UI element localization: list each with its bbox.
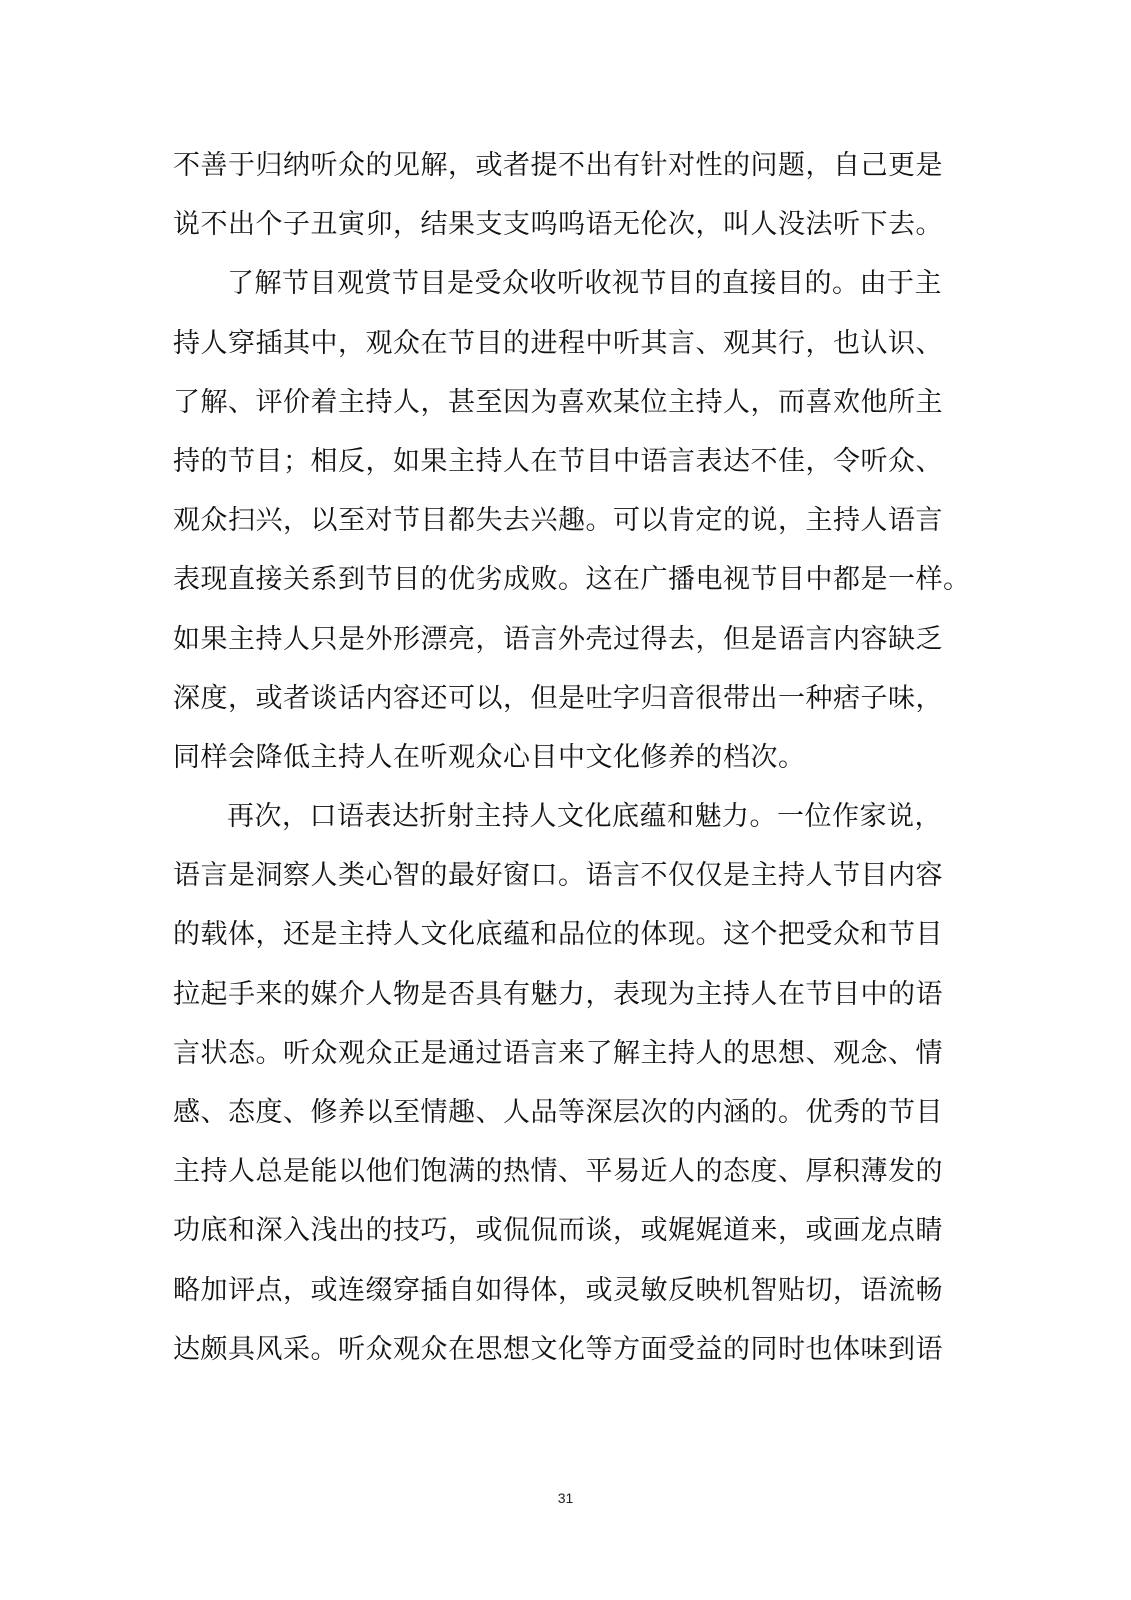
text-line: 言状态。听众观众正是通过语言来了解主持人的思想、观念、情 xyxy=(173,1037,943,1069)
text-line: 观众扫兴，以至对节目都失去兴趣。可以肯定的说，主持人语言 xyxy=(173,505,943,537)
body-text xyxy=(173,136,973,1379)
text-line: 的载体，还是主持人文化底蕴和品位的体现。这个把受众和节目 xyxy=(173,919,943,951)
paragraph-start-line: 再次，口语表达折射主持人文化底蕴和魅力。一位作家说， xyxy=(227,801,942,833)
text-line: 持人穿插其中，观众在节目的进程中听其言、观其行，也认识、 xyxy=(173,327,943,359)
text-line: 了解、评价着主持人，甚至因为喜欢某位主持人，而喜欢他所主 xyxy=(173,386,943,418)
text-line: 不善于归纳听众的见解，或者提不出有针对性的问题，自己更是 xyxy=(173,150,943,181)
text-line: 达颇具风采。听众观众在思想文化等方面受益的同时也体味到语 xyxy=(173,1333,943,1365)
text-line: 同样会降低主持人在听观众心目中文化修养的档次。 xyxy=(173,741,806,773)
paragraph-start-line: 了解节目观赏节目是受众收听收视节目的直接目的。由于主 xyxy=(227,268,942,300)
text-line: 拉起手来的媒介人物是否具有魅力，表现为主持人在节目中的语 xyxy=(173,978,943,1010)
text-line: 表现直接关系到节目的优劣成败。这在广播电视节目中都是一样。 xyxy=(173,564,971,596)
text-line: 功底和深入浅出的技巧，或侃侃而谈，或娓娓道来，或画龙点睛 xyxy=(173,1215,943,1247)
text-line: 如果主持人只是外形漂亮，语言外壳过得去，但是语言内容缺乏 xyxy=(173,623,943,655)
text-line: 说不出个子丑寅卯，结果支支呜呜语无伦次，叫人没法听下去。 xyxy=(173,209,943,241)
text-line: 主持人总是能以他们饱满的热情、平易近人的态度、厚积薄发的 xyxy=(173,1156,943,1188)
text-line: 深度，或者谈话内容还可以，但是吐字归音很带出一种痞子味， xyxy=(173,682,943,714)
text-line: 略加评点，或连缀穿插自如得体，或灵敏反映机智贴切，语流畅 xyxy=(173,1274,943,1306)
text-line: 语言是洞察人类心智的最好窗口。语言不仅仅是主持人节目内容 xyxy=(173,860,943,892)
text-line: 持的节目；相反，如果主持人在节目中语言表达不佳，令听众、 xyxy=(173,445,943,477)
text-line: 感、态度、修养以至情趣、人品等深层次的内涵的。优秀的节目 xyxy=(173,1097,943,1128)
page-number: 31 xyxy=(557,1490,574,1506)
